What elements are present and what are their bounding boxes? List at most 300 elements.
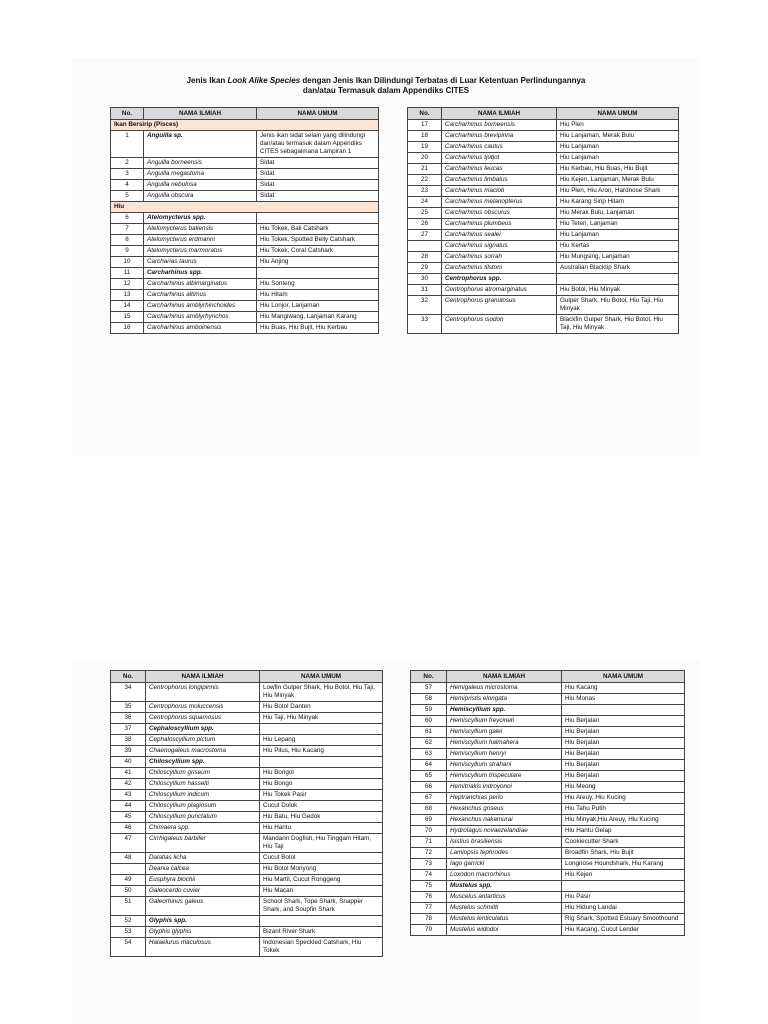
common-name: Hiu Meong [562,782,685,793]
common-name [257,213,379,224]
common-name: Hiu Bongo [260,779,383,790]
row-number: 32 [408,296,442,315]
row-number [111,864,146,875]
scientific-name: Carcharhinus borneensis [442,120,557,131]
row-number: 54 [111,938,146,957]
header-no: No. [411,671,447,683]
scientific-name: Chimaera spp. [146,823,260,834]
table-row [111,301,379,312]
scientific-name: Carcharhinus amblyrhinchoides [144,301,257,312]
table-row [111,801,383,812]
table-row [411,694,685,705]
scientific-name: Mustelus spp. [447,881,562,892]
species-table-1 [110,107,379,334]
table-row [408,219,679,230]
common-name: Hiu Berjalan [562,771,685,782]
scientific-name: Carcharhinus amboinensis [144,323,257,334]
table-row [111,834,383,853]
table-row [111,779,383,790]
table-row [111,180,379,191]
scientific-name: Carcharhinus sealei [442,230,557,241]
common-name: Hiu Botol, Hiu Minyak [557,285,679,296]
scientific-name: Hemiscyllium halmahera [447,738,562,749]
common-name: Hiu Buas, Hiu Bujit, Hiu Kerbau [257,323,379,334]
table-row [411,738,685,749]
row-number: 21 [408,164,442,175]
common-name: Mandarin Dogfish, Hiu Tinggam Hitam, Hiu Taji [260,834,383,853]
table-row [411,903,685,914]
common-name: Hiu Mangiwang, Lanjaman Karang [257,312,379,323]
table-row [111,757,383,768]
row-number: 72 [411,848,447,859]
table-row [411,892,685,903]
table-row [408,230,679,241]
species-table-2 [407,107,679,334]
table-row [111,224,379,235]
row-number: 76 [411,892,447,903]
header-scientific-name: NAMA ILMIAH [447,671,562,683]
row-number: 74 [411,870,447,881]
row-number: 49 [111,875,146,886]
row-number: 66 [411,782,447,793]
scientific-name: Chiloscyllium indicum [146,790,260,801]
scientific-name: Chiloscyllium spp. [146,757,260,768]
scientific-name: Hexanchus nakamurai [447,815,562,826]
table-row [111,702,383,713]
row-number: 79 [411,925,447,936]
common-name: Hiu Berjalan [562,716,685,727]
common-name: Hiu Pasir [562,892,685,903]
table-row [408,296,679,315]
row-number: 31 [408,285,442,296]
common-name [562,705,685,716]
scientific-name: Hemiscyllium spp. [447,705,562,716]
row-number: 73 [411,859,447,870]
table-row [111,191,379,202]
table-row [111,323,379,334]
scientific-name: Cirrhigaleus barbifer [146,834,260,853]
scientific-name: Muscelus antarticus [447,892,562,903]
common-name: Hiu Batu, Hiu Gedok [260,812,383,823]
common-name: Longnose Houndshark, Hiu Karang [562,859,685,870]
common-name: Hiu Lanjaman [557,153,679,164]
scientific-name: Mustelus lenticulatus [447,914,562,925]
table-row [411,826,685,837]
row-number: 52 [111,916,146,927]
table-row [111,875,383,886]
row-number: 70 [411,826,447,837]
row-number: 22 [408,175,442,186]
common-name: Hiu Tokek, Coral Catshark [257,246,379,257]
common-name: Hiu Botol Danten [260,702,383,713]
row-number: 4 [111,180,144,191]
scientific-name: Hemiscyllium freycineti [447,716,562,727]
row-number: 77 [411,903,447,914]
table-row [111,927,383,938]
table-row [408,186,679,197]
document-page-bottom [72,660,700,1024]
common-name: Hiu Karang Sirip Hitam [557,197,679,208]
common-name [257,268,379,279]
scientific-name: Lamiopsis tephrodes [447,848,562,859]
common-name: Hiu Kejen [562,870,685,881]
scientific-name: Hemiscyllium galei [447,727,562,738]
scientific-name: Hydrolagus novaezelandiae [447,826,562,837]
common-name: Sidat [257,191,379,202]
row-number: 6 [111,213,144,224]
scientific-name: Hemigaleus microstoma [447,683,562,694]
row-number: 39 [111,746,146,757]
row-number: 27 [408,230,442,241]
common-name: Hiu Hantu Gelap [562,826,685,837]
group-label: Ikan Bersirip (Pisces) [111,120,379,131]
common-name: Hiu Lonjor, Lanjaman [257,301,379,312]
common-name: Gulper Shark, Hiu Botol, Hiu Taji, Hiu Minyak [557,296,679,315]
common-name: Cookiecutter Shark [562,837,685,848]
row-number: 33 [408,315,442,334]
scientific-name: Anguilla nebulosa [144,180,257,191]
common-name: Hiu Macan [260,886,383,897]
table-row [111,916,383,927]
scientific-name: Isistius brasiliensis [447,837,562,848]
scientific-name: Chiloscyllium punctatum [146,812,260,823]
row-number: 78 [411,914,447,925]
row-number: 46 [111,823,146,834]
common-name: Hiu Taji, Hiu Minyak [260,713,383,724]
scientific-name: Centrophorus moluccensis [146,702,260,713]
common-name [260,916,383,927]
common-name [260,757,383,768]
table-row [411,716,685,727]
row-number: 64 [411,760,447,771]
common-name: Bizant River Shark [260,927,383,938]
scientific-name: Glyphis spp. [146,916,260,927]
common-name: Indonesian Speckled Catshark, Hiu Tokek [260,938,383,957]
common-name: Broadfin Shark, Hiu Bujit [562,848,685,859]
table-row [111,268,379,279]
common-name [260,724,383,735]
scientific-name: Carcharhinus tjutjot [442,153,557,164]
row-number: 28 [408,252,442,263]
row-number: 17 [408,120,442,131]
table-row [111,131,379,158]
table-row [111,290,379,301]
common-name: Hiu Tahu Putih [562,804,685,815]
scientific-name: Centrophorus spp. [442,274,557,285]
table-row [408,252,679,263]
row-number: 13 [111,290,144,301]
table-row [411,837,685,848]
table-row [411,870,685,881]
common-name: Hiu Berjalan [562,760,685,771]
row-number: 48 [111,853,146,864]
scientific-name: Anguilla sp. [144,131,257,158]
scientific-name: Carcharhinus leucas [442,164,557,175]
common-name: Sidat [257,169,379,180]
scientific-name: Chiloscyllium hasselti [146,779,260,790]
row-number: 30 [408,274,442,285]
table-row [411,705,685,716]
scientific-name: Centrophorus atromarginatus [442,285,557,296]
species-table-4 [410,670,685,936]
scientific-name: Carcharhinus limbatus [442,175,557,186]
table-row [111,235,379,246]
scientific-name: Mustelus widodoi [447,925,562,936]
header-common-name: NAMA UMUM [260,671,383,683]
row-number: 20 [408,153,442,164]
scientific-name: Anguilla borneensis [144,158,257,169]
common-name: Hiu Minyak,Hiu Areuy, Hiu Kucing [562,815,685,826]
common-name: Hiu Hidung Landai [562,903,685,914]
species-table-3 [110,670,383,957]
row-number: 50 [111,886,146,897]
scientific-name: Hemiscyllium henryi [447,749,562,760]
common-name [557,274,679,285]
table-row [411,881,685,892]
common-name: Jenis ikan sidat selain yang dilindungi dan/atau termasuk dalam Appendiks CITES sebagaimana Lampiran 1 [257,131,379,158]
header-no: No. [408,108,442,120]
table-row [408,142,679,153]
table-row [411,683,685,694]
table-row [408,208,679,219]
scientific-name: Hemiscyllium trispeculare [447,771,562,782]
table-row [411,760,685,771]
scientific-name: Hemitriakis indroyonoi [447,782,562,793]
common-name: Hiu Teteri, Lanjaman [557,219,679,230]
scientific-name: Carcharhinus albimarginatus [144,279,257,290]
row-number: 44 [111,801,146,812]
row-number: 36 [111,713,146,724]
table-row [111,735,383,746]
row-number: 12 [111,279,144,290]
scientific-name: Chiloscyllium griseum [146,768,260,779]
common-name: Hiu Martil, Cucut Ronggeng [260,875,383,886]
common-name: Hiu Plen, Hiu Aron, Hardnose Shark [557,186,679,197]
common-name: Rig Shark, Spotted Estuary Smoothound [562,914,685,925]
scientific-name: Atelomycterus marmoratus [144,246,257,257]
scientific-name: Carcharhinus cautus [442,142,557,153]
scientific-name: Hemiscyllium strahani [447,760,562,771]
row-number: 47 [111,834,146,853]
common-name: Hiu Monas [562,694,685,705]
common-name: Hiu Kejen, Lanjaman, Merak Bulu [557,175,679,186]
scientific-name: Chaenogaleus macrostoma [146,746,260,757]
scientific-name: Loxodon macrorhinus [447,870,562,881]
table-row [111,246,379,257]
common-name: Hiu Lanjaman [557,230,679,241]
row-number: 58 [411,694,447,705]
common-name: Hiu Bongol [260,768,383,779]
table-row [408,274,679,285]
scientific-name: Carcharhinus melanopterus [442,197,557,208]
scientific-name: Cephaloscyllium spp. [146,724,260,735]
row-number: 41 [111,768,146,779]
row-number: 8 [111,235,144,246]
row-number: 5 [111,191,144,202]
table-row [111,312,379,323]
table-row [111,938,383,957]
table-row [408,164,679,175]
scientific-name: Carcharhinus sorrah [442,252,557,263]
table-row [411,727,685,738]
scientific-name: Carcharhinus macloti [442,186,557,197]
table-row [111,768,383,779]
common-name: Hiu Plen [557,120,679,131]
table-row [111,746,383,757]
header-no: No. [111,108,144,120]
row-number: 25 [408,208,442,219]
row-number: 9 [111,246,144,257]
row-number: 23 [408,186,442,197]
table-row [408,153,679,164]
common-name: Hiu Mungsing, Lanjaman [557,252,679,263]
scientific-name: Cephaloscyllium pictum [146,735,260,746]
table-row [111,713,383,724]
table-row [111,864,383,875]
header-common-name: NAMA UMUM [562,671,685,683]
row-number: 16 [111,323,144,334]
row-number: 63 [411,749,447,760]
table-row [111,812,383,823]
table-row [111,213,379,224]
header-scientific-name: NAMA ILMIAH [146,671,260,683]
row-number: 62 [411,738,447,749]
document-title [72,76,700,96]
row-number: 61 [411,727,447,738]
common-name: Hiu Berjalan [562,749,685,760]
row-number: 42 [111,779,146,790]
common-name: Hiu Kacang, Cucut Lender [562,925,685,936]
row-number: 19 [408,142,442,153]
table-row [408,263,679,274]
row-number: 68 [411,804,447,815]
row-number: 40 [111,757,146,768]
table-row [111,886,383,897]
common-name: Sidat [257,158,379,169]
scientific-name: Carcharhinus brevipinna [442,131,557,142]
scientific-name: Chiloscyllium plagiosum [146,801,260,812]
common-name: Hiu Lepang [260,735,383,746]
row-number: 1 [111,131,144,158]
scientific-name: Carcharias taurus [144,257,257,268]
common-name: Lowfin Gulper Shark, Hiu Botol, Hiu Taji, Hiu Minyak [260,683,383,702]
header-common-name: NAMA UMUM [557,108,679,120]
row-number: 67 [411,793,447,804]
table-row [411,925,685,936]
row-number: 71 [411,837,447,848]
common-name: Hiu Tokek, Spotted Belly Catshark [257,235,379,246]
table-row [111,724,383,735]
common-name: Blackfin Gulper Shark, Hiu Botol, Hiu Taji, Hiu Minyak [557,315,679,334]
scientific-name: Atelomycterus spp. [144,213,257,224]
header-scientific-name: NAMA ILMIAH [442,108,557,120]
group-label: Hiu [111,202,379,213]
table-row [408,315,679,334]
group-row [111,120,379,131]
row-number: 10 [111,257,144,268]
common-name: Hiu Kertas [557,241,679,252]
title-text: Jenis Ikan [186,76,228,85]
title-text-rest: dengan Jenis Ikan Dilindungi Terbatas di Luar Ketentuan Perlindungannya [300,76,586,85]
scientific-name: Carcharhinus spp. [144,268,257,279]
scientific-name: Carcharhinus tilstoni [442,263,557,274]
table-row [411,859,685,870]
common-name: Hiu Hitam [257,290,379,301]
row-number: 38 [111,735,146,746]
row-number: 35 [111,702,146,713]
common-name: Hiu Berjalan [562,738,685,749]
header-common-name: NAMA UMUM [257,108,379,120]
common-name: Cucut Dolok [260,801,383,812]
row-number: 59 [411,705,447,716]
row-number: 37 [111,724,146,735]
table-row [411,815,685,826]
row-number: 69 [411,815,447,826]
row-number: 11 [111,268,144,279]
table-row [408,197,679,208]
common-name: School Shark, Tope Shark, Snapper Shark, and Soupfin Shark [260,897,383,916]
table-row [411,793,685,804]
table-row [111,790,383,801]
scientific-name: Galeocerdo cuvier [146,886,260,897]
table-row [408,120,679,131]
title-line-2: dan/atau Termasuk dalam Appendiks CITES [302,86,470,95]
header-scientific-name: NAMA ILMIAH [144,108,257,120]
row-number: 18 [408,131,442,142]
table-row [111,897,383,916]
scientific-name: Halaelurus maculosus [146,938,260,957]
table-row [111,257,379,268]
row-number: 60 [411,716,447,727]
scientific-name: Centrophorus granulosus [442,296,557,315]
row-number: 53 [111,927,146,938]
scientific-name: Centrophorus isodon [442,315,557,334]
row-number: 2 [111,158,144,169]
row-number [408,241,442,252]
table-row [111,169,379,180]
row-number: 24 [408,197,442,208]
table-row [408,131,679,142]
row-number: 14 [111,301,144,312]
header-no: No. [111,671,146,683]
common-name: Hiu Hantu [260,823,383,834]
scientific-name: Carcharhinus altimus [144,290,257,301]
scientific-name: Hemipristis elongata [447,694,562,705]
common-name: Hiu Kerbau, Hiu Buas, Hiu Bujit [557,164,679,175]
scientific-name: Carcharhinus amblyrhynchos [144,312,257,323]
common-name: Hiu Sonteng [257,279,379,290]
common-name: Hiu Kacang [562,683,685,694]
scientific-name: Centrophorus longipinnis [146,683,260,702]
table-row [111,853,383,864]
scientific-name: Carcharhinus signatus [442,241,557,252]
scientific-name: Galeorhinus galeus [146,897,260,916]
common-name: Hiu Berjalan [562,727,685,738]
scientific-name: Atelomycterus baliensis [144,224,257,235]
table-row [411,782,685,793]
scientific-name: Carcharhinus obscurus [442,208,557,219]
row-number: 34 [111,683,146,702]
scientific-name: Carcharhinus plumbeus [442,219,557,230]
table-row [408,285,679,296]
common-name: Hiu Areuy, Hiu Kucing [562,793,685,804]
common-name: Hiu Botol Monyong [260,864,383,875]
common-name: Hiu Merak Bulu, Lanjaman [557,208,679,219]
table-row [411,804,685,815]
scientific-name: Anguilla obscura [144,191,257,202]
title-italic-text: Look Alike Species [227,76,301,85]
table-row [411,771,685,782]
